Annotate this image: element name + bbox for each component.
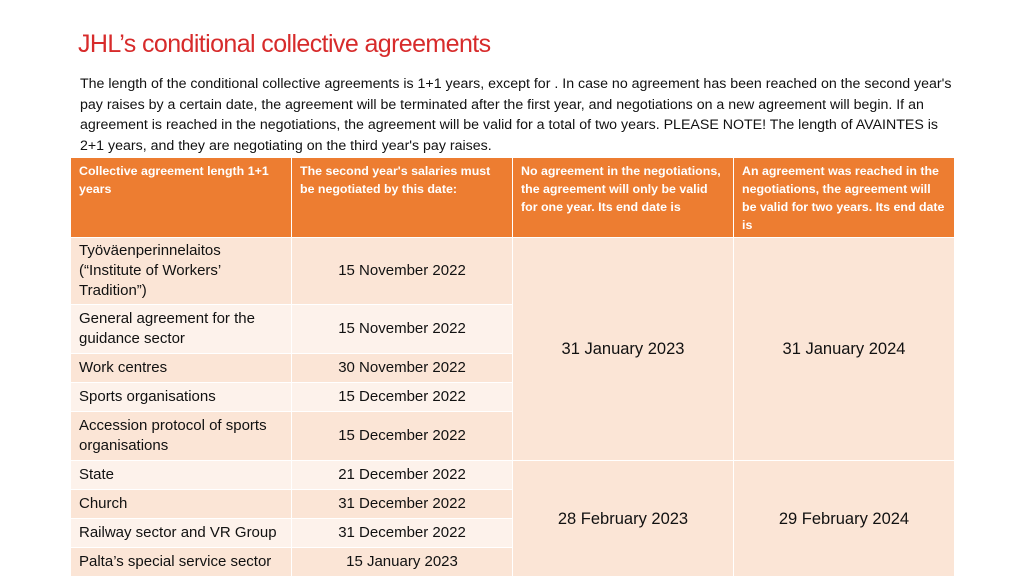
negotiation-date: 15 November 2022 (292, 305, 513, 354)
table-header-row (71, 158, 955, 238)
negotiation-date: 31 December 2022 (292, 490, 513, 519)
agreement-name: Church (71, 490, 292, 519)
table-row (71, 238, 955, 305)
agreements-table (70, 157, 955, 577)
negotiation-date: 31 December 2022 (292, 519, 513, 548)
agreement-name: General agreement for the guidance sector (71, 305, 292, 354)
group-2-no-agreement-end: 28 February 2023 (513, 461, 734, 577)
page-title: JHL’s conditional collective agreements (78, 30, 491, 58)
header-agreement-length: Collective agreement length 1+1 years (71, 158, 292, 238)
agreement-name: Work centres (71, 354, 292, 383)
negotiation-date: 15 December 2022 (292, 412, 513, 461)
agreement-name: Accession protocol of sports organisations (71, 412, 292, 461)
negotiation-date: 15 November 2022 (292, 238, 513, 305)
group-2-agreement-end: 29 February 2024 (734, 461, 955, 577)
group-1-no-agreement-end: 31 January 2023 (513, 238, 734, 461)
group-1-agreement-end: 31 January 2024 (734, 238, 955, 461)
intro-paragraph: The length of the conditional collective agreements is 1+1 years, except for . In case no agreement has been reached on the second year's pay raises by a certain date, the agreement will be terminated after the first year, and negotiations on a new agreement will begin. If an agreement is reached in the negotiations, the agreement will be valid for a total of two years. PLEASE NOTE! The length of AVAINTES is 2+1 years, and they are negotiating on the third year's pay raises. (80, 76, 952, 154)
agreement-name: Sports organisations (71, 383, 292, 412)
header-negotiation-deadline: The second year's salaries must be negotiated by this date: (292, 158, 513, 238)
agreement-name: Palta’s special service sector (71, 548, 292, 577)
negotiation-date: 21 December 2022 (292, 461, 513, 490)
negotiation-date: 15 January 2023 (292, 548, 513, 577)
negotiation-date: 30 November 2022 (292, 354, 513, 383)
negotiation-date: 15 December 2022 (292, 383, 513, 412)
agreement-name: Railway sector and VR Group (71, 519, 292, 548)
agreement-name: Työväenperinnelaitos (“Institute of Workers’ Tradition”) (71, 238, 292, 305)
table-row (71, 461, 955, 490)
agreement-name: State (71, 461, 292, 490)
header-agreement-end: An agreement was reached in the negotiations, the agreement will be valid for two years. Its end date is (734, 158, 955, 238)
header-no-agreement-end: No agreement in the negotiations, the agreement will only be valid for one year. Its end date is (513, 158, 734, 238)
